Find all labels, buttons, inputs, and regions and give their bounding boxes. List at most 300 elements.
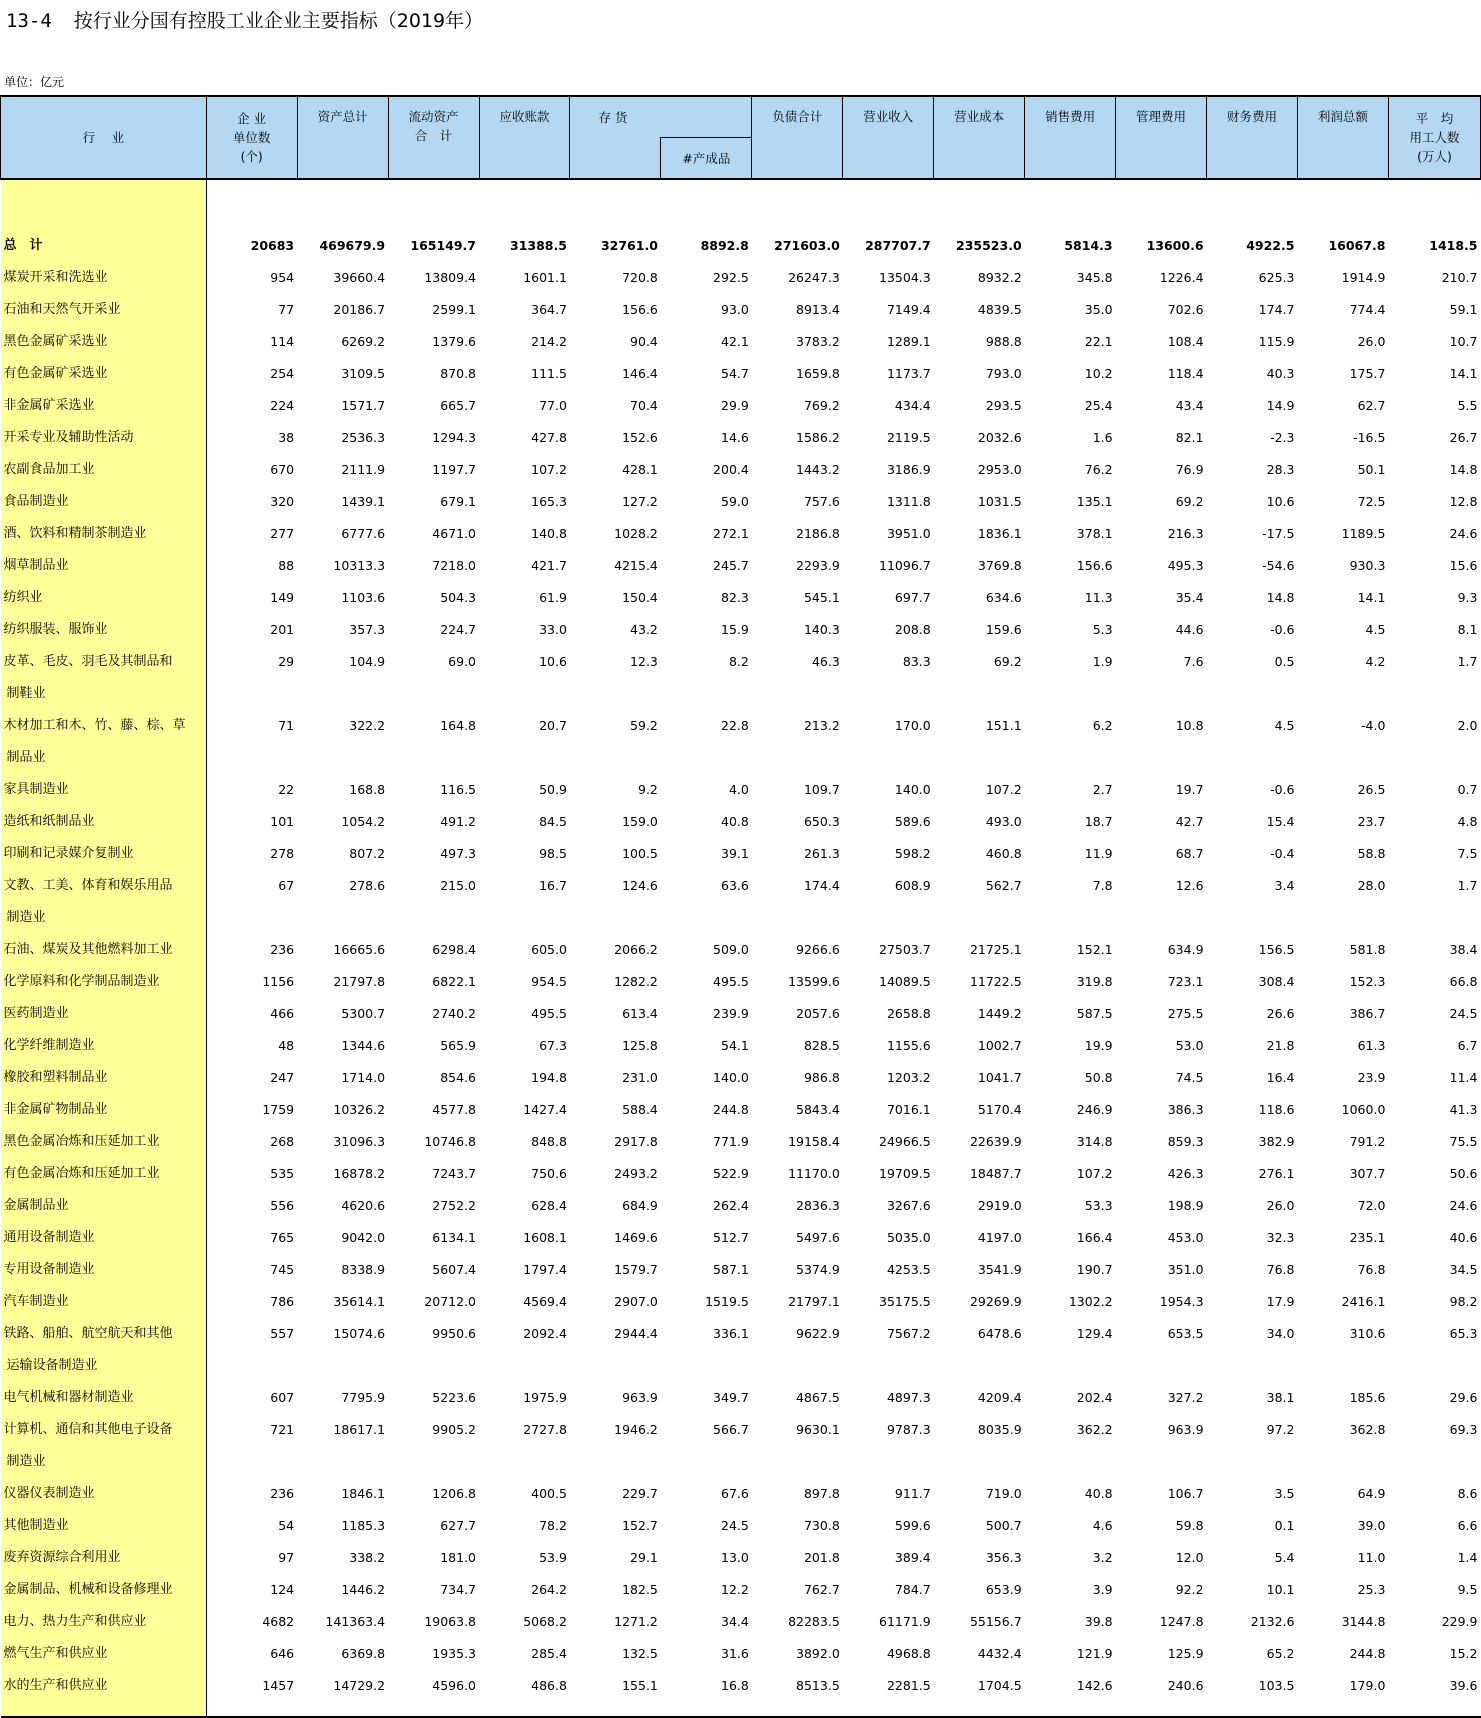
value-cell: 6.2	[1092, 718, 1113, 733]
value-cell: 34.0	[1266, 1326, 1295, 1341]
table-number: 13-4	[6, 10, 52, 32]
value-cell: 587.1	[713, 1262, 749, 1277]
value-cell: 911.7	[894, 1486, 931, 1501]
value-cell: 107.2	[1076, 1166, 1113, 1181]
value-cell: 854.6	[440, 1070, 477, 1085]
industry-name	[1, 262, 207, 294]
header-total-assets: 资产总计	[297, 96, 388, 179]
value-cell: 5.3	[1092, 622, 1113, 637]
value-cell: 40.6	[1449, 1230, 1478, 1245]
value-cell: 720.8	[622, 270, 658, 285]
value-cell: 12.8	[1449, 494, 1478, 509]
value-cell: 3.2	[1092, 1550, 1113, 1565]
value-cell: 5.4	[1274, 1550, 1295, 1565]
value-cell: 1226.4	[1159, 270, 1204, 285]
value-cell: 848.8	[531, 1134, 567, 1149]
value-cell: 156.5	[1258, 942, 1295, 957]
table-row	[1, 1318, 1481, 1382]
value-cell: 12.3	[630, 654, 658, 669]
value-cell: 63.6	[721, 878, 749, 893]
value-cell: 2416.1	[1341, 1294, 1386, 1309]
value-cell: 12.6	[1175, 878, 1204, 893]
value-cell: 33.0	[539, 622, 567, 637]
value-cell: 29.1	[630, 1550, 658, 1565]
value-cell: 2953.0	[977, 462, 1022, 477]
industry-name-line1: 家具制造业	[3, 782, 69, 797]
value-cell: -2.3	[1270, 430, 1295, 445]
value-cell: 5374.9	[796, 1262, 840, 1277]
table-row	[1, 390, 1481, 422]
value-cell: 653.9	[985, 1582, 1022, 1597]
value-cell: 44.6	[1175, 622, 1204, 637]
value-cell: 27503.7	[879, 942, 931, 957]
value-cell: 378.1	[1076, 526, 1113, 541]
value-cell: 69.2	[1175, 494, 1204, 509]
table-header	[1, 96, 1481, 179]
industry-name-line1: 橡胶和塑料制品业	[3, 1070, 108, 1085]
value-cell: 34.4	[721, 1614, 749, 1629]
header-current-assets	[388, 96, 479, 179]
industry-name	[1, 806, 207, 838]
value-cell: 26.7	[1449, 430, 1478, 445]
industry-name	[1, 390, 207, 422]
value-cell: 182.5	[622, 1582, 658, 1597]
value-cell: 231.0	[622, 1070, 658, 1085]
value-cell: 106.7	[1167, 1486, 1204, 1501]
value-cell: 5814.3	[1064, 238, 1113, 253]
value-cell: 10.2	[1084, 366, 1113, 381]
value-cell: 34.5	[1449, 1262, 1478, 1277]
value-cell: 53.0	[1175, 1038, 1204, 1053]
header-receivables: 应收账款	[479, 96, 570, 179]
value-cell: 336.1	[713, 1326, 749, 1341]
value-cell: 50.8	[1084, 1070, 1113, 1085]
industry-name-line1: 石油、煤炭及其他燃料加工业	[3, 942, 173, 957]
value-cell: 723.1	[1167, 974, 1204, 989]
table-row	[1, 870, 1481, 934]
value-cell: 77.0	[539, 398, 567, 413]
industry-name	[1, 838, 207, 870]
value-cell: 13599.6	[788, 974, 840, 989]
value-cell: 1041.7	[977, 1070, 1022, 1085]
value-cell: 108.4	[1167, 334, 1204, 349]
industry-name	[1, 1542, 207, 1574]
value-cell: 152.1	[1076, 942, 1113, 957]
value-cell: 11.0	[1357, 1550, 1386, 1565]
industry-name	[1, 1190, 207, 1222]
value-cell: 7795.9	[341, 1390, 386, 1405]
value-cell: 77	[278, 302, 295, 317]
value-cell: 67.3	[539, 1038, 567, 1053]
value-cell: 469679.9	[319, 238, 386, 253]
value-cell: 784.7	[894, 1582, 931, 1597]
value-cell: 75.5	[1449, 1134, 1478, 1149]
value-cell: 10.6	[1266, 494, 1295, 509]
value-cell: 1836.1	[977, 526, 1022, 541]
value-cell: 118.6	[1258, 1102, 1295, 1117]
value-cell: -0.6	[1270, 622, 1295, 637]
value-cell: 98.2	[1449, 1294, 1478, 1309]
industry-name-line1: 总 计	[3, 238, 43, 253]
value-cell: 70.4	[630, 398, 658, 413]
value-cell: 38.4	[1449, 942, 1478, 957]
value-cell: 26.0	[1357, 334, 1386, 349]
value-cell: 194.8	[531, 1070, 567, 1085]
header-units-line1: 企 业	[237, 111, 267, 126]
value-cell: 769.2	[803, 398, 840, 413]
value-cell: 6822.1	[432, 974, 477, 989]
value-cell: 0.5	[1274, 654, 1295, 669]
value-cell: 2740.2	[432, 1006, 477, 1021]
header-employees-line3: (万人)	[1417, 149, 1452, 164]
value-cell: 807.2	[349, 846, 386, 861]
value-cell: 1846.1	[341, 1486, 386, 1501]
value-cell: 634.6	[985, 590, 1022, 605]
industry-name-line1: 煤炭开采和洗选业	[3, 270, 108, 285]
value-cell: 1446.2	[341, 1582, 386, 1597]
value-cell: 142.6	[1076, 1678, 1113, 1693]
value-cell: 39.0	[1357, 1518, 1386, 1533]
industry-name	[1, 934, 207, 966]
value-cell: 26.0	[1266, 1198, 1295, 1213]
value-cell: 25.4	[1084, 398, 1113, 413]
header-current-assets-line2: 合 计	[414, 128, 453, 143]
value-cell: 107.2	[531, 462, 567, 477]
value-cell: 386.3	[1167, 1102, 1204, 1117]
industry-name-line1: 纺织业	[3, 590, 43, 605]
value-cell: 140.3	[803, 622, 840, 637]
value-cell: -0.4	[1270, 846, 1295, 861]
table-row	[1, 1606, 1481, 1638]
value-cell: 103.5	[1258, 1678, 1295, 1693]
value-cell: 1.4	[1457, 1550, 1478, 1565]
value-cell: 72.0	[1357, 1198, 1386, 1213]
value-cell: 62.7	[1357, 398, 1386, 413]
value-cell: 277	[270, 526, 295, 541]
value-cell: 22639.9	[969, 1134, 1022, 1149]
value-cell: 240.6	[1167, 1678, 1204, 1693]
value-cell: 97.2	[1266, 1422, 1295, 1437]
value-cell: 634.9	[1167, 942, 1204, 957]
value-cell: 216.3	[1167, 526, 1204, 541]
value-cell: 930.3	[1349, 558, 1386, 573]
industry-name	[1, 230, 207, 262]
value-cell: 292.5	[713, 270, 749, 285]
value-cell: 4215.4	[614, 558, 658, 573]
value-cell: 308.4	[1258, 974, 1295, 989]
value-cell: 53.3	[1084, 1198, 1113, 1213]
header-inventory: 存 货	[570, 96, 752, 138]
header-selling-expense: 销售费用	[1025, 96, 1116, 179]
value-cell: 1946.2	[614, 1422, 658, 1437]
table-row	[1, 1126, 1481, 1158]
value-cell: 127.2	[622, 494, 658, 509]
industry-name-line1: 文教、工美、体育和娱乐用品	[3, 878, 173, 893]
value-cell: 486.8	[531, 1678, 567, 1693]
value-cell: 1519.5	[705, 1294, 749, 1309]
table-row	[1, 1382, 1481, 1414]
value-cell: 460.8	[985, 846, 1022, 861]
header-admin-expense: 管理费用	[1116, 96, 1207, 179]
value-cell: 5607.4	[432, 1262, 477, 1277]
value-cell: 3769.8	[977, 558, 1022, 573]
value-cell: 13809.4	[424, 270, 477, 285]
value-cell: 61.3	[1357, 1038, 1386, 1053]
value-cell: 40.8	[1084, 1486, 1113, 1501]
value-cell: 2944.4	[614, 1326, 658, 1341]
value-cell: 152.7	[622, 1518, 658, 1533]
value-cell: 897.8	[803, 1486, 840, 1501]
value-cell: 118.4	[1167, 366, 1204, 381]
value-cell: 500.7	[985, 1518, 1022, 1533]
value-cell: 702.6	[1167, 302, 1204, 317]
value-cell: 124	[270, 1582, 295, 1597]
industry-name	[1, 1254, 207, 1286]
value-cell: 1203.2	[886, 1070, 931, 1085]
value-cell: 1601.1	[523, 270, 567, 285]
value-cell: 46.3	[811, 654, 840, 669]
value-cell: 653.5	[1167, 1326, 1204, 1341]
value-cell: 28.0	[1357, 878, 1386, 893]
value-cell: 264.2	[531, 1582, 567, 1597]
value-cell: 745	[270, 1262, 295, 1277]
value-cell: 1.7	[1457, 878, 1478, 893]
value-cell: 24.5	[1449, 1006, 1478, 1021]
value-cell: 4.8	[1457, 814, 1478, 829]
total-row	[1, 230, 1481, 262]
table-row	[1, 326, 1481, 358]
value-cell: 4569.4	[523, 1294, 567, 1309]
value-cell: 3541.9	[977, 1262, 1022, 1277]
value-cell: 14.8	[1266, 590, 1295, 605]
value-cell: 166.4	[1076, 1230, 1113, 1245]
industry-name-line1: 其他制造业	[3, 1518, 69, 1533]
table-row	[1, 1158, 1481, 1190]
unit-label: 单位：亿元	[4, 75, 65, 89]
value-cell: 5068.2	[523, 1614, 567, 1629]
value-cell: 421.7	[531, 558, 567, 573]
value-cell: 1439.1	[341, 494, 386, 509]
industry-name	[1, 1318, 207, 1382]
value-cell: 557	[270, 1326, 295, 1341]
value-cell: 141363.4	[325, 1614, 386, 1629]
header-cost: 营业成本	[934, 96, 1025, 179]
value-cell: 12.2	[721, 1582, 749, 1597]
value-cell: -4.0	[1361, 718, 1386, 733]
value-cell: 599.6	[894, 1518, 931, 1533]
value-cell: 275.5	[1167, 1006, 1204, 1021]
value-cell: 43.2	[630, 622, 658, 637]
value-cell: 21.8	[1266, 1038, 1295, 1053]
value-cell: 140.0	[894, 782, 931, 797]
value-cell: 307.7	[1349, 1166, 1386, 1181]
value-cell: 215.0	[440, 878, 477, 893]
value-cell: 78.2	[539, 1518, 567, 1533]
table-row	[1, 1254, 1481, 1286]
value-cell: 2092.4	[523, 1326, 567, 1341]
value-cell: 495.3	[1167, 558, 1204, 573]
value-cell: 491.2	[440, 814, 477, 829]
industry-name-line1: 汽车制造业	[3, 1294, 69, 1309]
table-row	[1, 518, 1481, 550]
table-row	[1, 294, 1481, 326]
table-row	[1, 614, 1481, 646]
value-cell: 428.1	[622, 462, 658, 477]
value-cell: 535	[270, 1166, 295, 1181]
value-cell: 35.0	[1084, 302, 1113, 317]
value-cell: 25.3	[1357, 1582, 1386, 1597]
value-cell: 665.7	[440, 398, 477, 413]
value-cell: 10326.2	[333, 1102, 386, 1117]
value-cell: 179.0	[1349, 1678, 1386, 1693]
value-cell: 224.7	[440, 622, 477, 637]
value-cell: 2032.6	[977, 430, 1022, 445]
spacer-row	[1, 179, 1481, 230]
value-cell: 628.4	[531, 1198, 567, 1213]
value-cell: 719.0	[985, 1486, 1022, 1501]
value-cell: 5300.7	[341, 1006, 386, 1021]
value-cell: 4577.8	[432, 1102, 477, 1117]
value-cell: 1449.2	[977, 1006, 1022, 1021]
value-cell: 1.6	[1092, 430, 1113, 445]
industry-name-line1: 水的生产和供应业	[3, 1678, 108, 1693]
value-cell: 10746.8	[424, 1134, 477, 1149]
value-cell: 97	[278, 1550, 295, 1565]
value-cell: 21797.1	[788, 1294, 840, 1309]
industry-name-line1: 燃气生产和供应业	[3, 1646, 108, 1661]
value-cell: 588.4	[622, 1102, 658, 1117]
value-cell: 504.3	[440, 590, 477, 605]
value-cell: 22.1	[1084, 334, 1113, 349]
value-cell: 1714.0	[341, 1070, 386, 1085]
value-cell: 356.3	[985, 1550, 1022, 1565]
value-cell: 23.7	[1357, 814, 1386, 829]
value-cell: 229.7	[622, 1486, 658, 1501]
table-row	[1, 934, 1481, 966]
value-cell: 32.3	[1266, 1230, 1295, 1245]
value-cell: 495.5	[531, 1006, 567, 1021]
industry-name-line1: 通用设备制造业	[3, 1230, 95, 1245]
value-cell: 4197.0	[977, 1230, 1022, 1245]
value-cell: 351.0	[1167, 1262, 1204, 1277]
value-cell: 512.7	[713, 1230, 749, 1245]
value-cell: 244.8	[713, 1102, 749, 1117]
value-cell: 10.7	[1449, 334, 1478, 349]
value-cell: 198.9	[1167, 1198, 1204, 1213]
value-cell: 61.9	[539, 590, 567, 605]
value-cell: 35.4	[1175, 590, 1204, 605]
value-cell: 29.6	[1449, 1390, 1478, 1405]
value-cell: 0.7	[1457, 782, 1478, 797]
industry-name	[1, 582, 207, 614]
value-cell: 434.4	[894, 398, 931, 413]
value-cell: 42.7	[1175, 814, 1204, 829]
value-cell: 155.1	[622, 1678, 658, 1693]
table-row	[1, 262, 1481, 294]
table-row	[1, 1510, 1481, 1542]
value-cell: 42.1	[721, 334, 749, 349]
industry-name	[1, 550, 207, 582]
table-row	[1, 1414, 1481, 1478]
value-cell: 201	[270, 622, 295, 637]
value-cell: 4.2	[1365, 654, 1386, 669]
industry-name-line1: 专用设备制造业	[3, 1262, 95, 1277]
industry-name	[1, 1510, 207, 1542]
value-cell: 19158.4	[788, 1134, 840, 1149]
value-cell: 14729.2	[333, 1678, 386, 1693]
industry-name	[1, 1094, 207, 1126]
value-cell: 1427.4	[523, 1102, 567, 1117]
industry-name-line2: 运输设备制造业	[6, 1358, 98, 1373]
value-cell: 1344.6	[341, 1038, 386, 1053]
header-employees-line1: 平 均	[1415, 111, 1454, 126]
value-cell: 7016.1	[886, 1102, 931, 1117]
value-cell: 24.5	[721, 1518, 749, 1533]
value-cell: 67.6	[721, 1486, 749, 1501]
value-cell: 39.8	[1084, 1614, 1113, 1629]
industry-name-line1: 有色金属冶炼和压延加工业	[3, 1166, 160, 1181]
header-units	[206, 96, 297, 179]
industry-name-line2: 制造业	[6, 1454, 46, 1469]
value-cell: 236	[270, 942, 295, 957]
value-cell: 4.5	[1274, 718, 1295, 733]
value-cell: 7.6	[1183, 654, 1204, 669]
industry-name	[1, 998, 207, 1030]
table-row	[1, 1222, 1481, 1254]
value-cell: 254	[270, 366, 295, 381]
value-cell: 84.5	[539, 814, 567, 829]
value-cell: 11096.7	[879, 558, 931, 573]
value-cell: 1173.7	[886, 366, 931, 381]
value-cell: 6369.8	[341, 1646, 386, 1661]
value-cell: 13504.3	[879, 270, 931, 285]
industry-name	[1, 294, 207, 326]
value-cell: 565.9	[440, 1038, 477, 1053]
industry-name-line2: 制品业	[6, 750, 46, 765]
value-cell: 31096.3	[333, 1134, 386, 1149]
value-cell: 1197.7	[432, 462, 477, 477]
value-cell: 14.9	[1266, 398, 1295, 413]
value-cell: 69.0	[448, 654, 477, 669]
table-body	[1, 179, 1481, 1717]
industry-name	[1, 1158, 207, 1190]
value-cell: 213.2	[803, 718, 840, 733]
value-cell: 90.4	[630, 334, 658, 349]
industry-name	[1, 1606, 207, 1638]
industry-name	[1, 358, 207, 390]
value-cell: 8932.2	[977, 270, 1022, 285]
value-cell: 1247.8	[1159, 1614, 1204, 1629]
value-cell: 4620.6	[341, 1198, 386, 1213]
value-cell: 7.5	[1457, 846, 1478, 861]
table-row	[1, 1030, 1481, 1062]
value-cell: 21797.8	[333, 974, 386, 989]
value-cell: 4897.3	[886, 1390, 931, 1405]
value-cell: 76.8	[1266, 1262, 1295, 1277]
value-cell: 6134.1	[432, 1230, 477, 1245]
value-cell: 13.0	[721, 1550, 749, 1565]
table-row	[1, 582, 1481, 614]
value-cell: 389.4	[894, 1550, 931, 1565]
value-cell: 598.2	[894, 846, 931, 861]
value-cell: 322.2	[349, 718, 386, 733]
value-cell: 2111.9	[341, 462, 386, 477]
value-cell: 1935.3	[432, 1646, 477, 1661]
value-cell: 5.5	[1457, 398, 1478, 413]
header-liabilities: 负债合计	[752, 96, 843, 179]
value-cell: 627.7	[440, 1518, 477, 1533]
value-cell: 4682	[262, 1614, 295, 1629]
